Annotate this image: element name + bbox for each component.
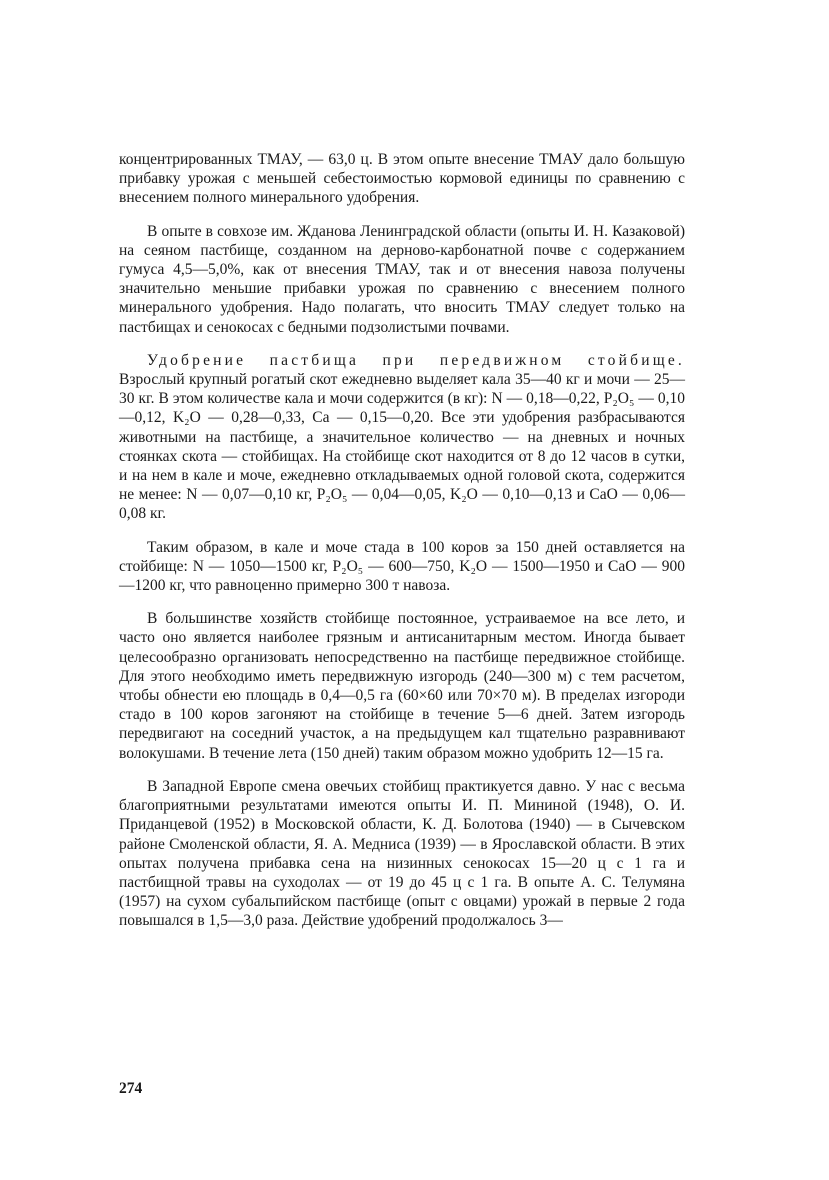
paragraph-4: Таким образом, в кале и моче стада в 100 коров за 150 дней оставляется на стойбище: N — 1050—1500 кг, P₂O₅ — 600—750, K₂O — 1500—1950 и CaO — 900—1200 кг, что равноценно примерно 300 т навоза.: [119, 538, 685, 595]
section-heading: Удобрение пастбища при передвижном стойбище.: [147, 351, 685, 369]
paragraph-6: В Западной Европе смена овечьих стойбищ практикуется давно. У нас с весьма благоприятными результатами имеются опыты И. П. Мининой (1948), О. И. Приданцевой (1952) в Московской области, К. Д. Болотова (1940) — в Сычевском районе Смоленской области, Я. А. Медниса (1939) — в Ярославской области. В этих опытах получена прибавка сена на низинных сенокосах 15—20 ц с 1 га и пастбищной травы на суходолах — от 19 до 45 ц с 1 га. В опыте А. С. Телумяна (1957) на сухом субальпийском пастбище (опыт с овцами) урожай в первые 2 года повышался в 1,5—3,0 раза. Действие удобрений продолжалось 3—: [119, 777, 685, 930]
paragraph-5: В большинстве хозяйств стойбище постоянное, устраиваемое на все лето, и часто оно является наиболее грязным и антисанитарным местом. Иногда бывает целесообразно организовать непосредственно на пастбище передвижное стойбище. Для этого необходимо иметь передвижную изгородь (240—300 м) с тем расчетом, чтобы обнести ею площадь в 0,4—0,5 га (60×60 или 70×70 м). В пределах изгороди стадо в 100 коров загоняют на стойбище в течение 5—6 дней. Затем изгородь передвигают на соседний участок, а на предыдущем кал тщательно разравнивают волокушами. В течение лета (150 дней) таким образом можно удобрить 12—15 га.: [119, 610, 685, 762]
page-number: 274: [119, 1080, 143, 1097]
paragraph-3: [119, 351, 685, 524]
paragraph-2: В опыте в совхозе им. Жданова Ленинградской области (опыты И. Н. Казаковой) на сеяном пастбище, созданном на дерново-карбонатной почве с содержанием гумуса 4,5—5,0%, как от внесения ТМАУ, так и от внесения навоза получены значительно меньшие прибавки урожая по сравнению с внесением полного минерального удобрения. Надо полагать, что вносить ТМАУ следует только на пастбищах и сенокосах с бедными подзолистыми почвами.: [119, 222, 685, 336]
paragraph-1: концентрированных ТМАУ, — 63,0 ц. В этом опыте внесение ТМАУ дало большую прибавку урожая с меньшей себестоимостью кормовой единицы по сравнению с внесением полного минерального удобрения.: [119, 151, 685, 207]
body-text: [119, 150, 685, 945]
paragraph-3-text: Взрослый крупный рогатый скот ежедневно выделяет кала 35—40 кг и мочи — 25—30 кг. В этом количестве кала и мочи содержится (в кг): N — 0,18—0,22, P₂O₅ — 0,10—0,12, K₂O — 0,28—0,33, Ca — 0,15—0,20. Все эти удобрения разбрасываются животными на пастбище, а значительное количество — на дневных и ночных стоянках скота — стойбищах. На стойбище скот находится от 8 до 12 часов в сутки, и на нем в кале и моче, ежедневно откладываемых одной головой скота, содержится не менее: N — 0,07—0,10 кг, P₂O₅ — 0,04—0,05, K₂O — 0,10—0,13 и CaO — 0,06—0,08 кг.: [119, 371, 685, 523]
